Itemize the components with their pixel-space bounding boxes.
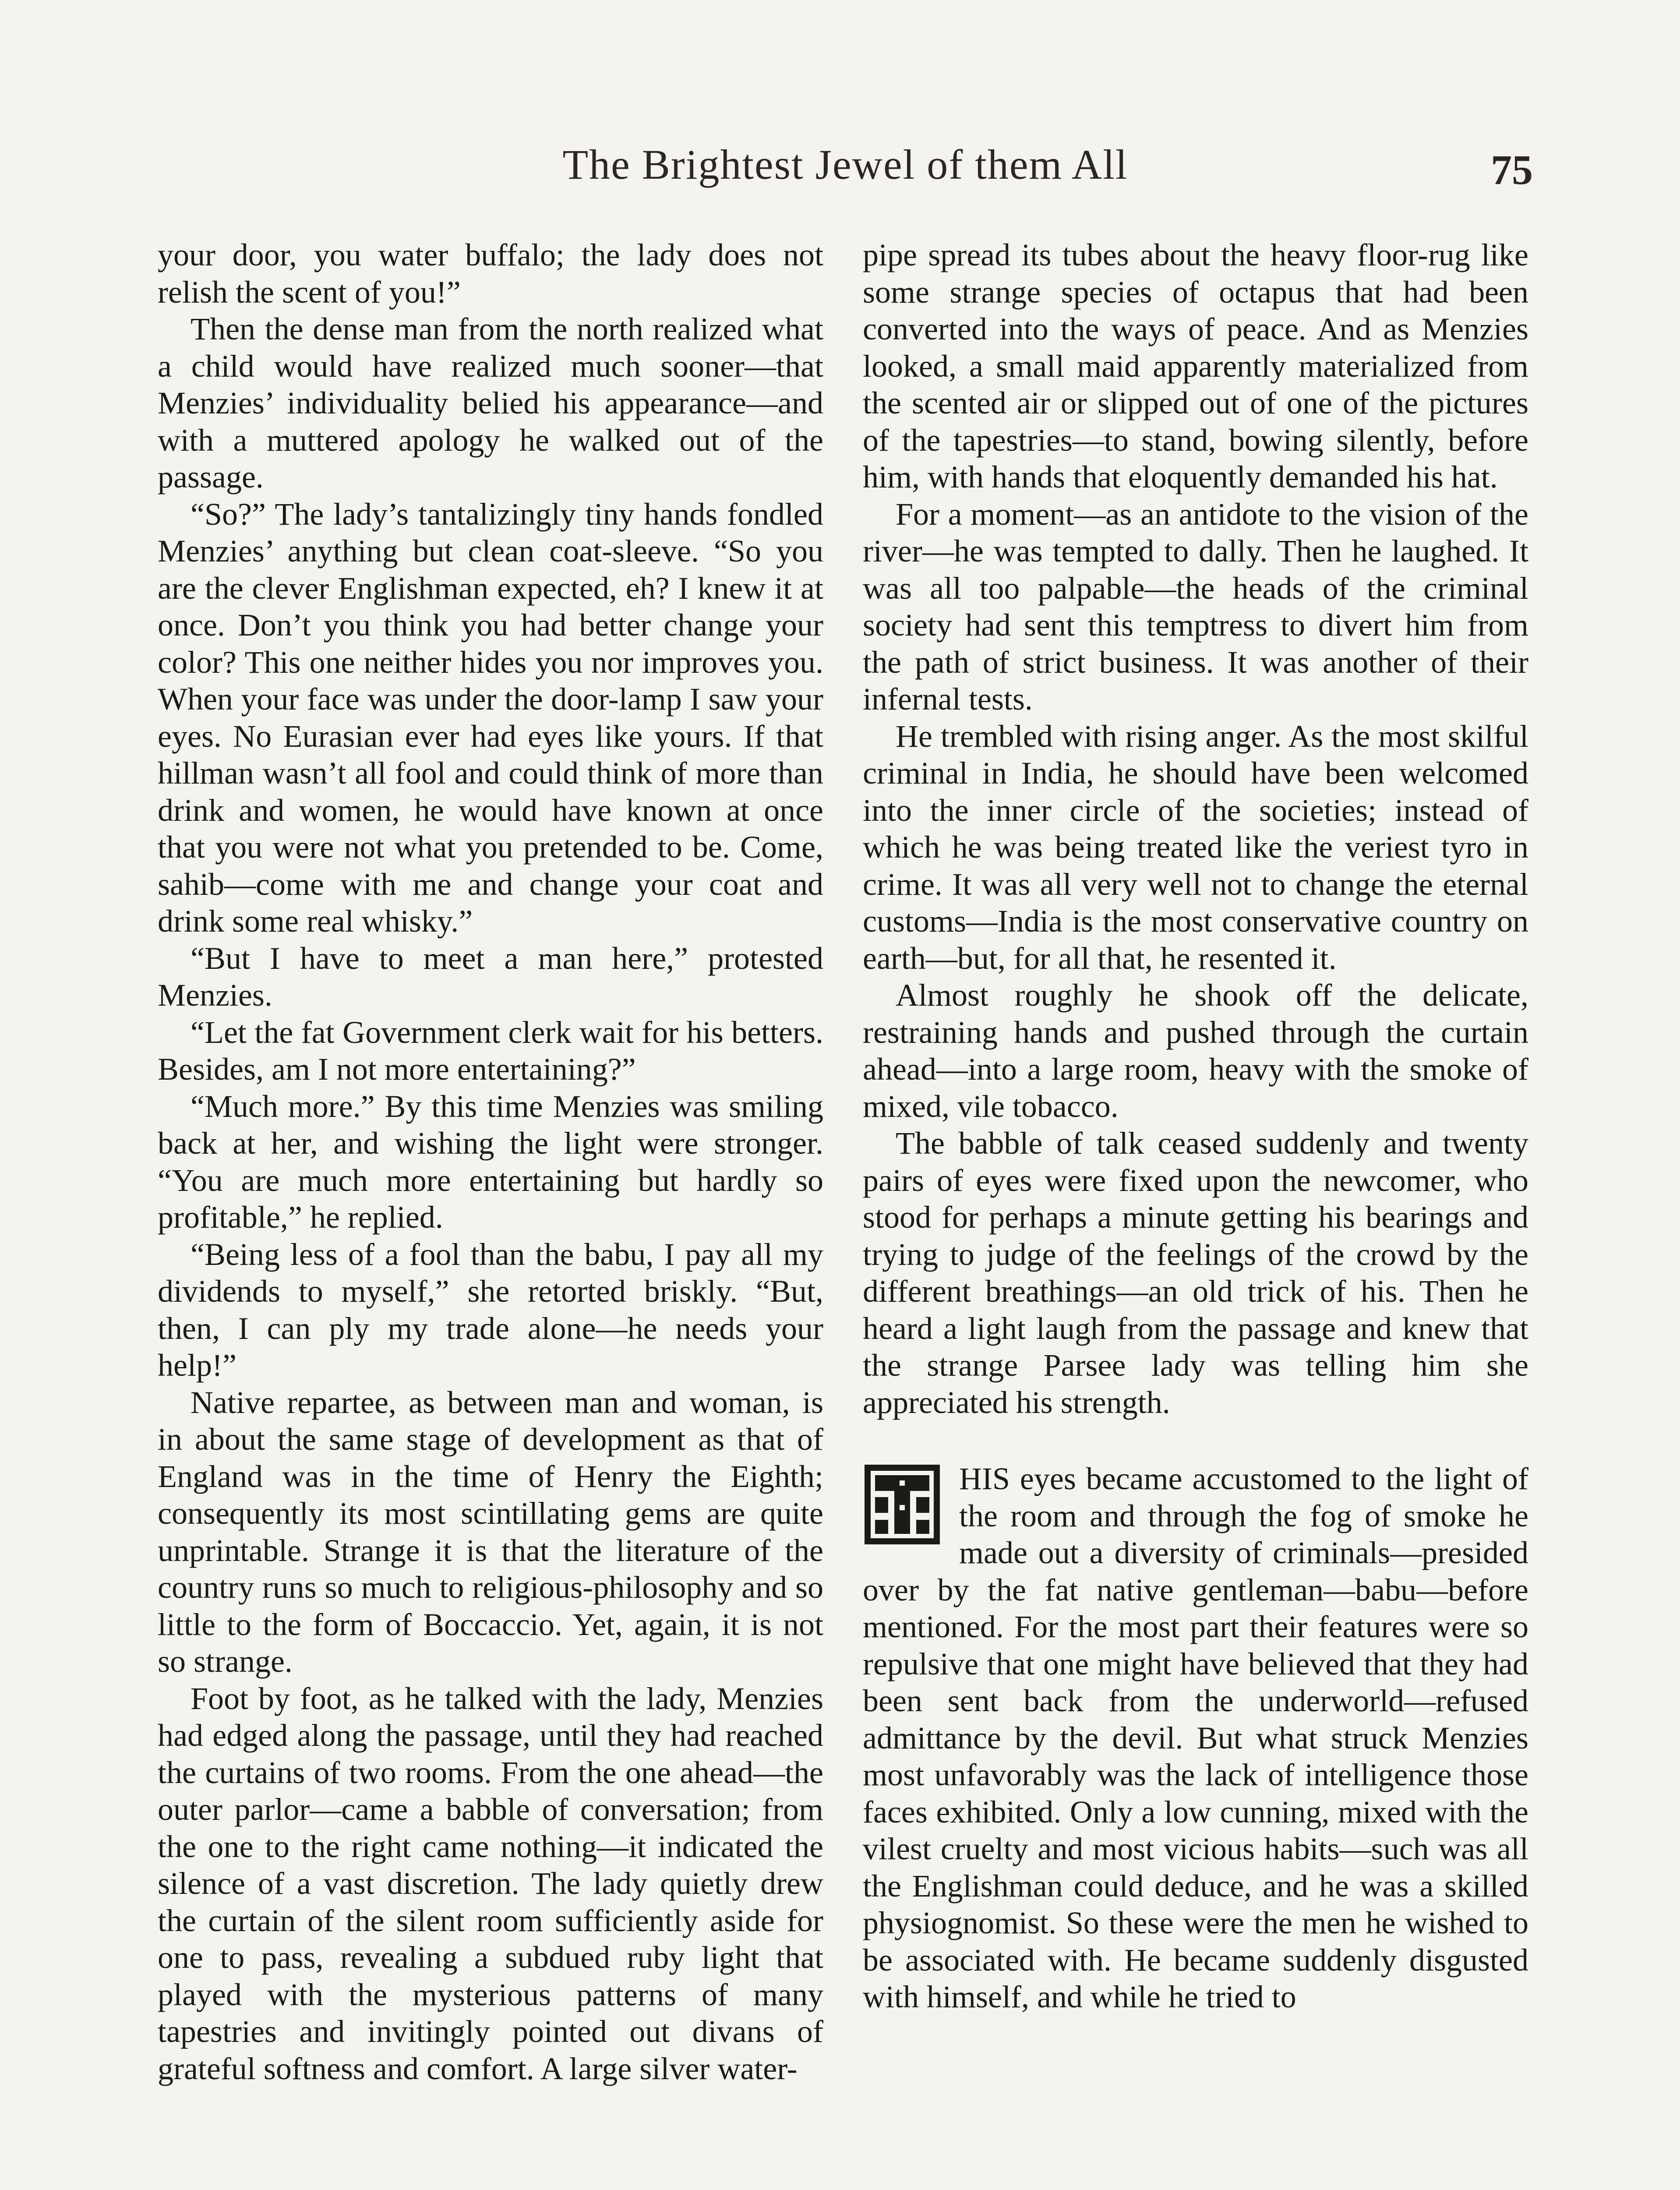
paragraph: He trembled with rising anger. As the most skilful criminal in India, he should have been welcomed into the inner circle of the societies; instead of which he was being treated like the veriest tyro in crime. It was all very well not to change the eternal customs—India is the most conservative country on earth—but, for all that, he resented it. [863, 718, 1528, 976]
left-column [158, 237, 823, 2087]
paragraph: Almost roughly he shook off the delicate, restraining hands and pushed through the curtain ahead—into a large room, heavy with the smoke of mixed, vile tobacco. [863, 978, 1528, 1124]
running-title: The Brightest Jewel of them All [562, 141, 1128, 188]
paragraph: “Let the fat Government clerk wait for his betters. Besides, am I not more entertaining?” [158, 1014, 823, 1087]
paragraph: Foot by foot, as he talked with the lady, Menzies had edged along the passage, until they had reached the curtains of two rooms. From the one ahead—the outer parlor—came a babble of conversation; from the one to the right came nothing—it indicated the silence of a vast discretion. The lady quietly drew the curtain of the silent room sufficiently aside for one to pass, revealing a subdued ruby light that played with the mysterious patterns of many tapestries and invitingly pointed out divans of grateful softness and comfort. A large silver water- [158, 1681, 823, 2086]
page-header [158, 140, 1533, 210]
right-column [863, 237, 1528, 2016]
paragraph: “But I have to meet a man here,” protested Menzies. [158, 940, 823, 1013]
paragraph: Native repartee, as between man and woman, is in about the same stage of development as that of England was in the time of Henry the Eighth; consequently its most scintillating gems are quite unprintable. Strange it is that the literature of the country runs so much to religious-philosophy and so little to the form of Boccaccio. Yet, again, it is not so strange. [158, 1385, 823, 1679]
paragraph: pipe spread its tubes about the heavy floor-rug like some strange species of octapus that had been converted into the ways of peace. And as Menzies looked, a small maid apparently materialized from the scented air or slipped out of one of the pictures of the tapestries—to stand, bowing silently, before him, with hands that eloquently demanded his hat. [863, 237, 1528, 495]
drop-cap-text: HIS eyes became accustomed to the light of the room and through the fog of smoke he made out a diversity of criminals—presided over by the fat native gentleman—babu—before mentioned. For the most part their features were so repulsive that one might have believed that they had been sent back from the underworld—refused admittance by the devil. But what struck Menzies most unfavorably was the lack of intelligence those faces exhibited. Only a low cunning, mixed with the vilest cruelty and most vicious habits—such was all the Englishman could deduce, and he was a skilled physiognomist. So these were the men he wished to be associated with. He became suddenly disgusted with himself, and while he tried to [863, 1461, 1528, 2014]
paragraph: your door, you water buffalo; the lady does not relish the scent of you!” [158, 237, 823, 310]
paragraph: For a moment—as an antidote to the vision of the river—he was tempted to dally. Then he laughed. It was all too palpable—the heads of the criminal society had sent this temptress to divert him from the path of strict business. It was another of their infernal tests. [863, 496, 1528, 717]
paragraph: Then the dense man from the north realized what a child would have realized much sooner—that Menzies’ individuality belied his appearance—and with a muttered apology he walked out of the passage. [158, 311, 823, 495]
page-number: 75 [1491, 146, 1533, 193]
paragraph: The babble of talk ceased suddenly and twenty pairs of eyes were fixed upon the newcomer, who stood for perhaps a minute getting his bearings and trying to judge of the feelings of the crowd by the different breathings—an old trick of his. Then he heard a light laugh from the passage and knew that the strange Parsee lady was telling him she appreciated his strength. [863, 1126, 1528, 1420]
paragraph: “Being less of a fool than the babu, I pay all my dividends to myself,” she retorted briskly. “But, then, I can ply my trade alone—he needs your help!” [158, 1236, 823, 1383]
ornamental-block-t-icon [863, 1463, 942, 1546]
paragraph: “So?” The lady’s tantalizingly tiny hands fondled Menzies’ anything but clean coat-sleeve. “So you are the clever Englishman expected, eh? I knew it at once. Don’t you think you had better change your color? This one neither hides you nor improves you. When your face was under the door-lamp I saw your eyes. No Eurasian ever had eyes like yours. If that hillman wasn’t all fool and could think of more than drink and women, he would have known at once that you were not what you pretended to be. Come, sahib—come with me and change your coat and drink some real whisky.” [158, 496, 823, 939]
paragraph: “Much more.” By this time Menzies was smiling back at her, and wishing the light were stronger. “You are much more entertaining but hardly so profitable,” he replied. [158, 1088, 823, 1235]
drop-cap-paragraph [863, 1460, 1528, 2016]
